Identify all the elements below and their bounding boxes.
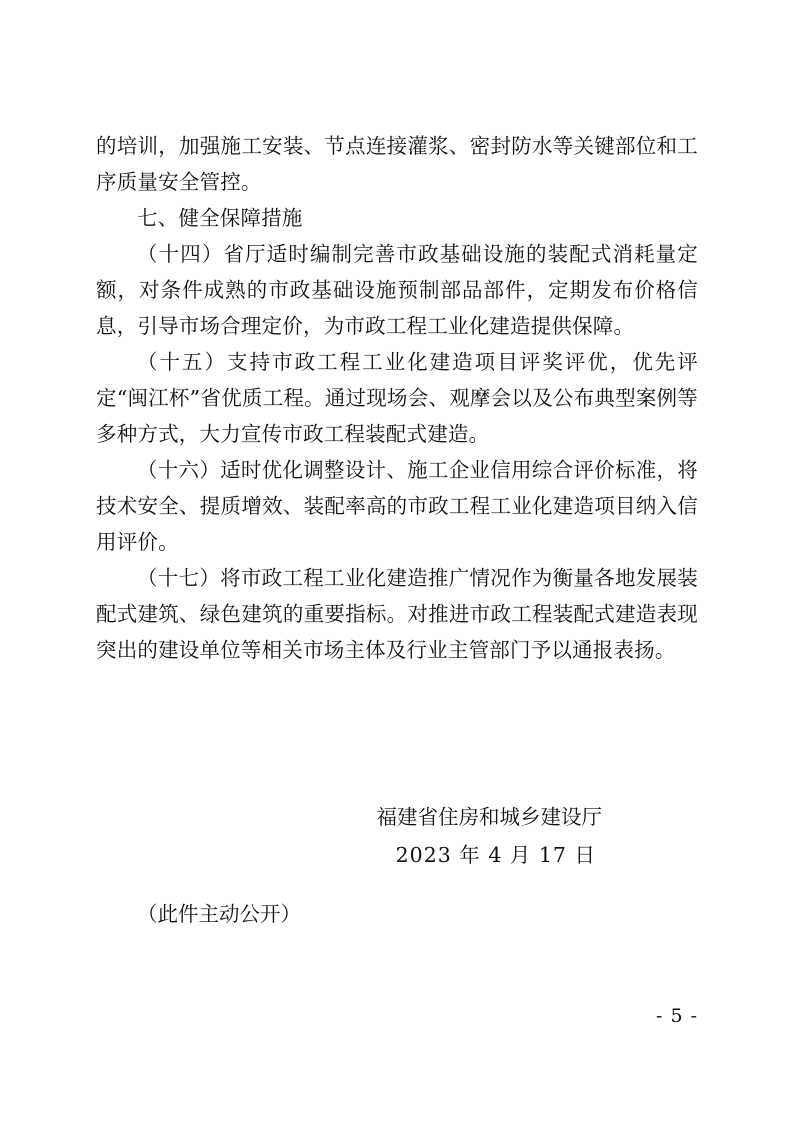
issue-date: 2023 年 4 月 17 日 — [395, 843, 596, 867]
paragraph-item-14: （十四）省厅适时编制完善市政基础设施的装配式消耗量定额，对条件成熟的市政基础设施预制部品部件，定期发布价格信息，引导市场合理定价，为市政工程工业化建造提供保障。 — [96, 242, 698, 338]
page-number: - 5 - — [655, 1005, 698, 1027]
signature-block — [96, 798, 698, 874]
paragraph-item-16: （十六）适时优化调整设计、施工企业信用综合评价标准，将技术安全、提质增效、装配率高的市政工程工业化建造项目纳入信用评价。 — [96, 458, 698, 554]
paragraph-continued: 的培训，加强施工安装、节点连接灌浆、密封防水等关键部位和工序质量安全管控。 — [96, 134, 698, 194]
document-body — [96, 128, 698, 668]
issuer-name: 福建省住房和城乡建设厅 — [376, 805, 602, 829]
paragraph-item-15: （十五）支持市政工程工业化建造项目评奖评优，优先评定“闽江杯”省优质工程。通过现场会、观摩会以及公布典型案例等多种方式，大力宣传市政工程装配式建造。 — [96, 350, 698, 446]
paragraph-item-17: （十七）将市政工程工业化建造推广情况作为衡量各地发展装配式建筑、绿色建筑的重要指标。对推进市政工程装配式建造表现突出的建设单位等相关市场主体及行业主管部门予以通报表扬。 — [96, 566, 698, 662]
public-disclosure-note: （此件主动公开） — [137, 902, 301, 926]
section-heading-seven: 七、健全保障措施 — [137, 206, 303, 230]
